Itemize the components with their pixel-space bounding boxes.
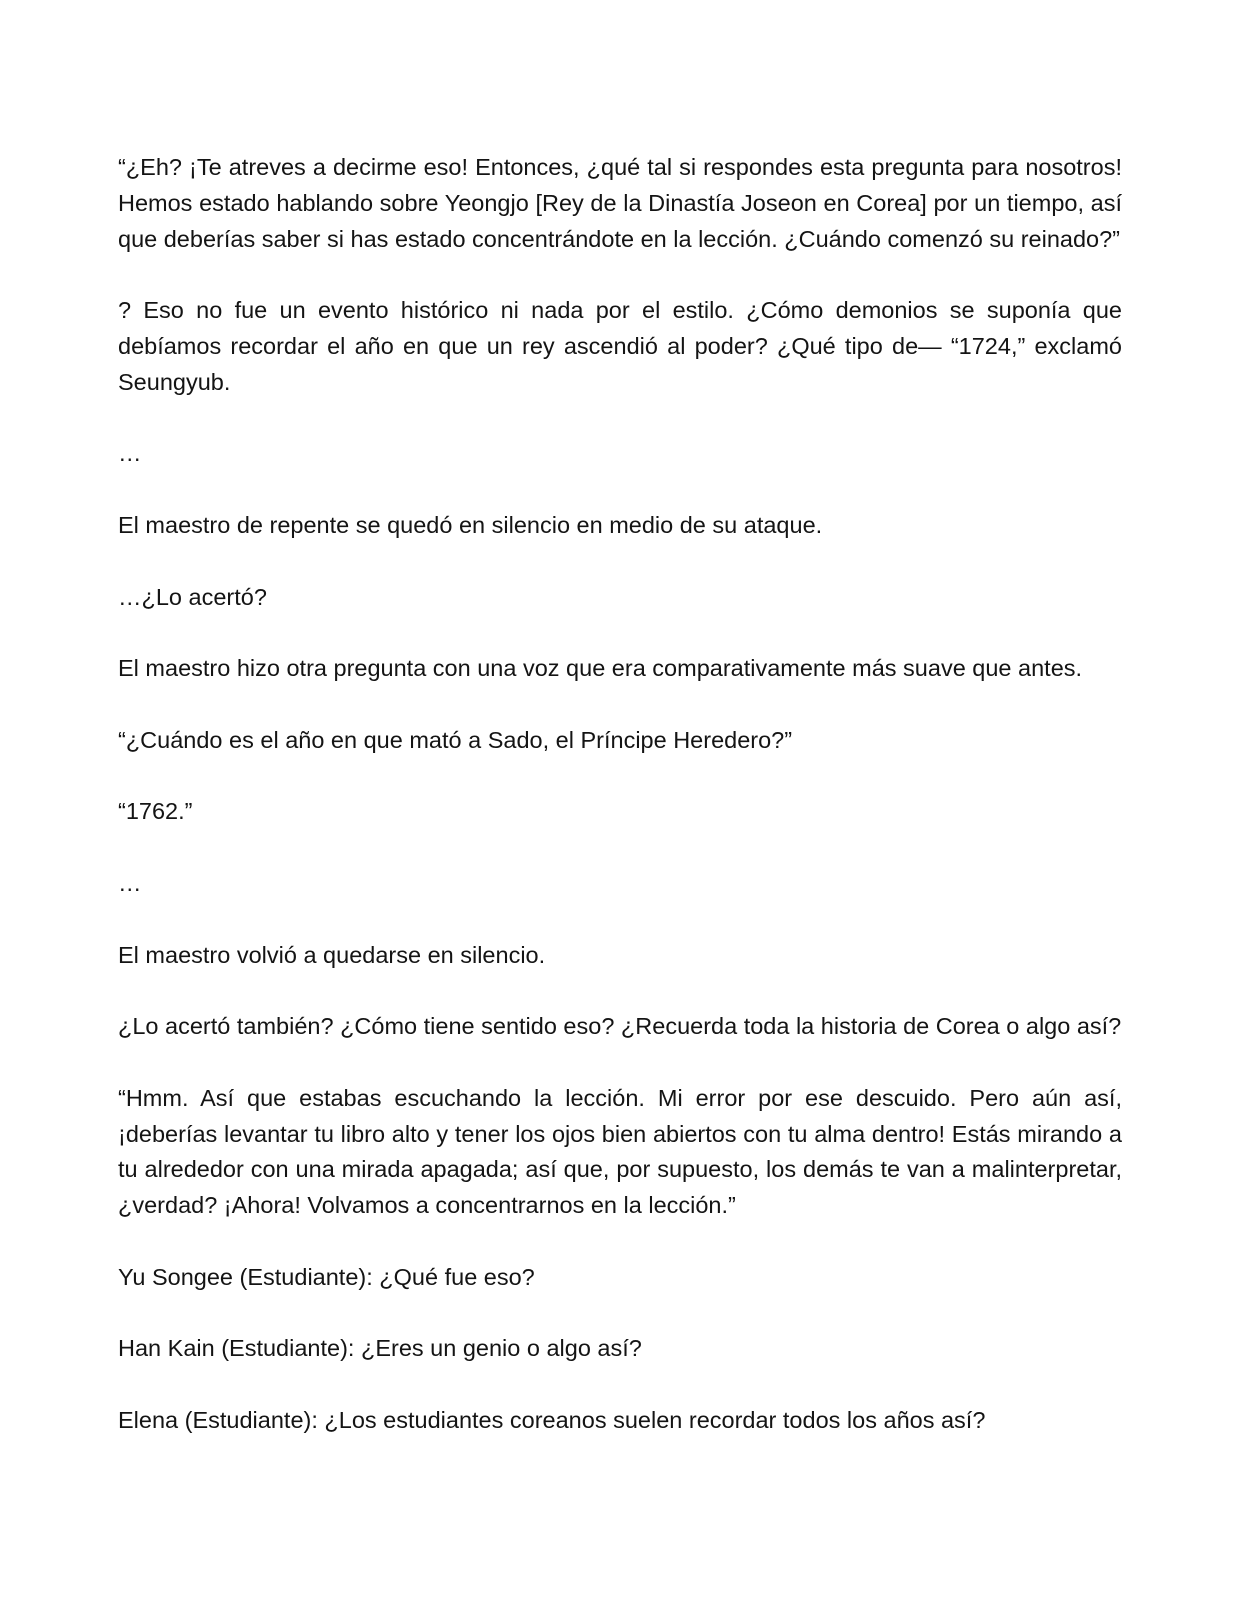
- paragraph-ellipsis: …: [118, 869, 142, 896]
- paragraph-narration-1724: ? Eso no fue un evento histórico ni nada por el estilo. ¿Cómo demonios se suponía que debíamos recordar el año en que un rey ascendió al poder? ¿Qué tipo de— “1724,” exclamó Seungyub.: [118, 297, 1122, 395]
- comment-yu-songee: Yu Songee (Estudiante): ¿Qué fue eso?: [118, 1263, 535, 1290]
- paragraph-another-question: El maestro hizo otra pregunta con una voz que era comparativamente más suave que antes.: [118, 655, 1083, 682]
- paragraph-ellipsis: …: [118, 440, 142, 467]
- document-page: [118, 150, 1122, 1474]
- comment-han-kain: Han Kain (Estudiante): ¿Eres un genio o algo así?: [118, 1335, 642, 1362]
- paragraph-sado-question: “¿Cuándo es el año en que mató a Sado, el Príncipe Heredero?”: [118, 726, 793, 753]
- paragraph-korean-history: ¿Lo acertó también? ¿Cómo tiene sentido eso? ¿Recuerda toda la historia de Corea o algo así?: [118, 1013, 1122, 1040]
- paragraph-teacher-silent: El maestro de repente se quedó en silencio en medio de su ataque.: [118, 511, 823, 538]
- paragraph-answer-1762: “1762.”: [118, 798, 193, 825]
- paragraph-did-he-get-it: …¿Lo acertó?: [118, 583, 267, 610]
- comment-elena: Elena (Estudiante): ¿Los estudiantes coreanos suelen recordar todos los años así?: [118, 1406, 986, 1433]
- paragraph-silent-again: El maestro volvió a quedarse en silencio.: [118, 941, 546, 968]
- paragraph-teacher-question: “¿Eh? ¡Te atreves a decirme eso! Entonces, ¿qué tal si respondes esta pregunta para nosotros! Hemos estado hablando sobre Yeongjo [Rey de la Dinastía Joseon en Corea] por un tiempo, así que deberías saber si has estado concentrándote en la lección. ¿Cuándo comenzó su reinado?”: [118, 154, 1122, 252]
- paragraph-teacher-scolding: “Hmm. Así que estabas escuchando la lección. Mi error por ese descuido. Pero aún así, ¡deberías levantar tu libro alto y tener los ojos bien abiertos con tu alma dentro! Estás mirando a tu alrededor con una mirada apagada; así que, por supuesto, los demás te van a malinterpretar, ¿verdad? ¡Ahora! Volvamos a concentrarnos en la lección.”: [118, 1084, 1122, 1219]
